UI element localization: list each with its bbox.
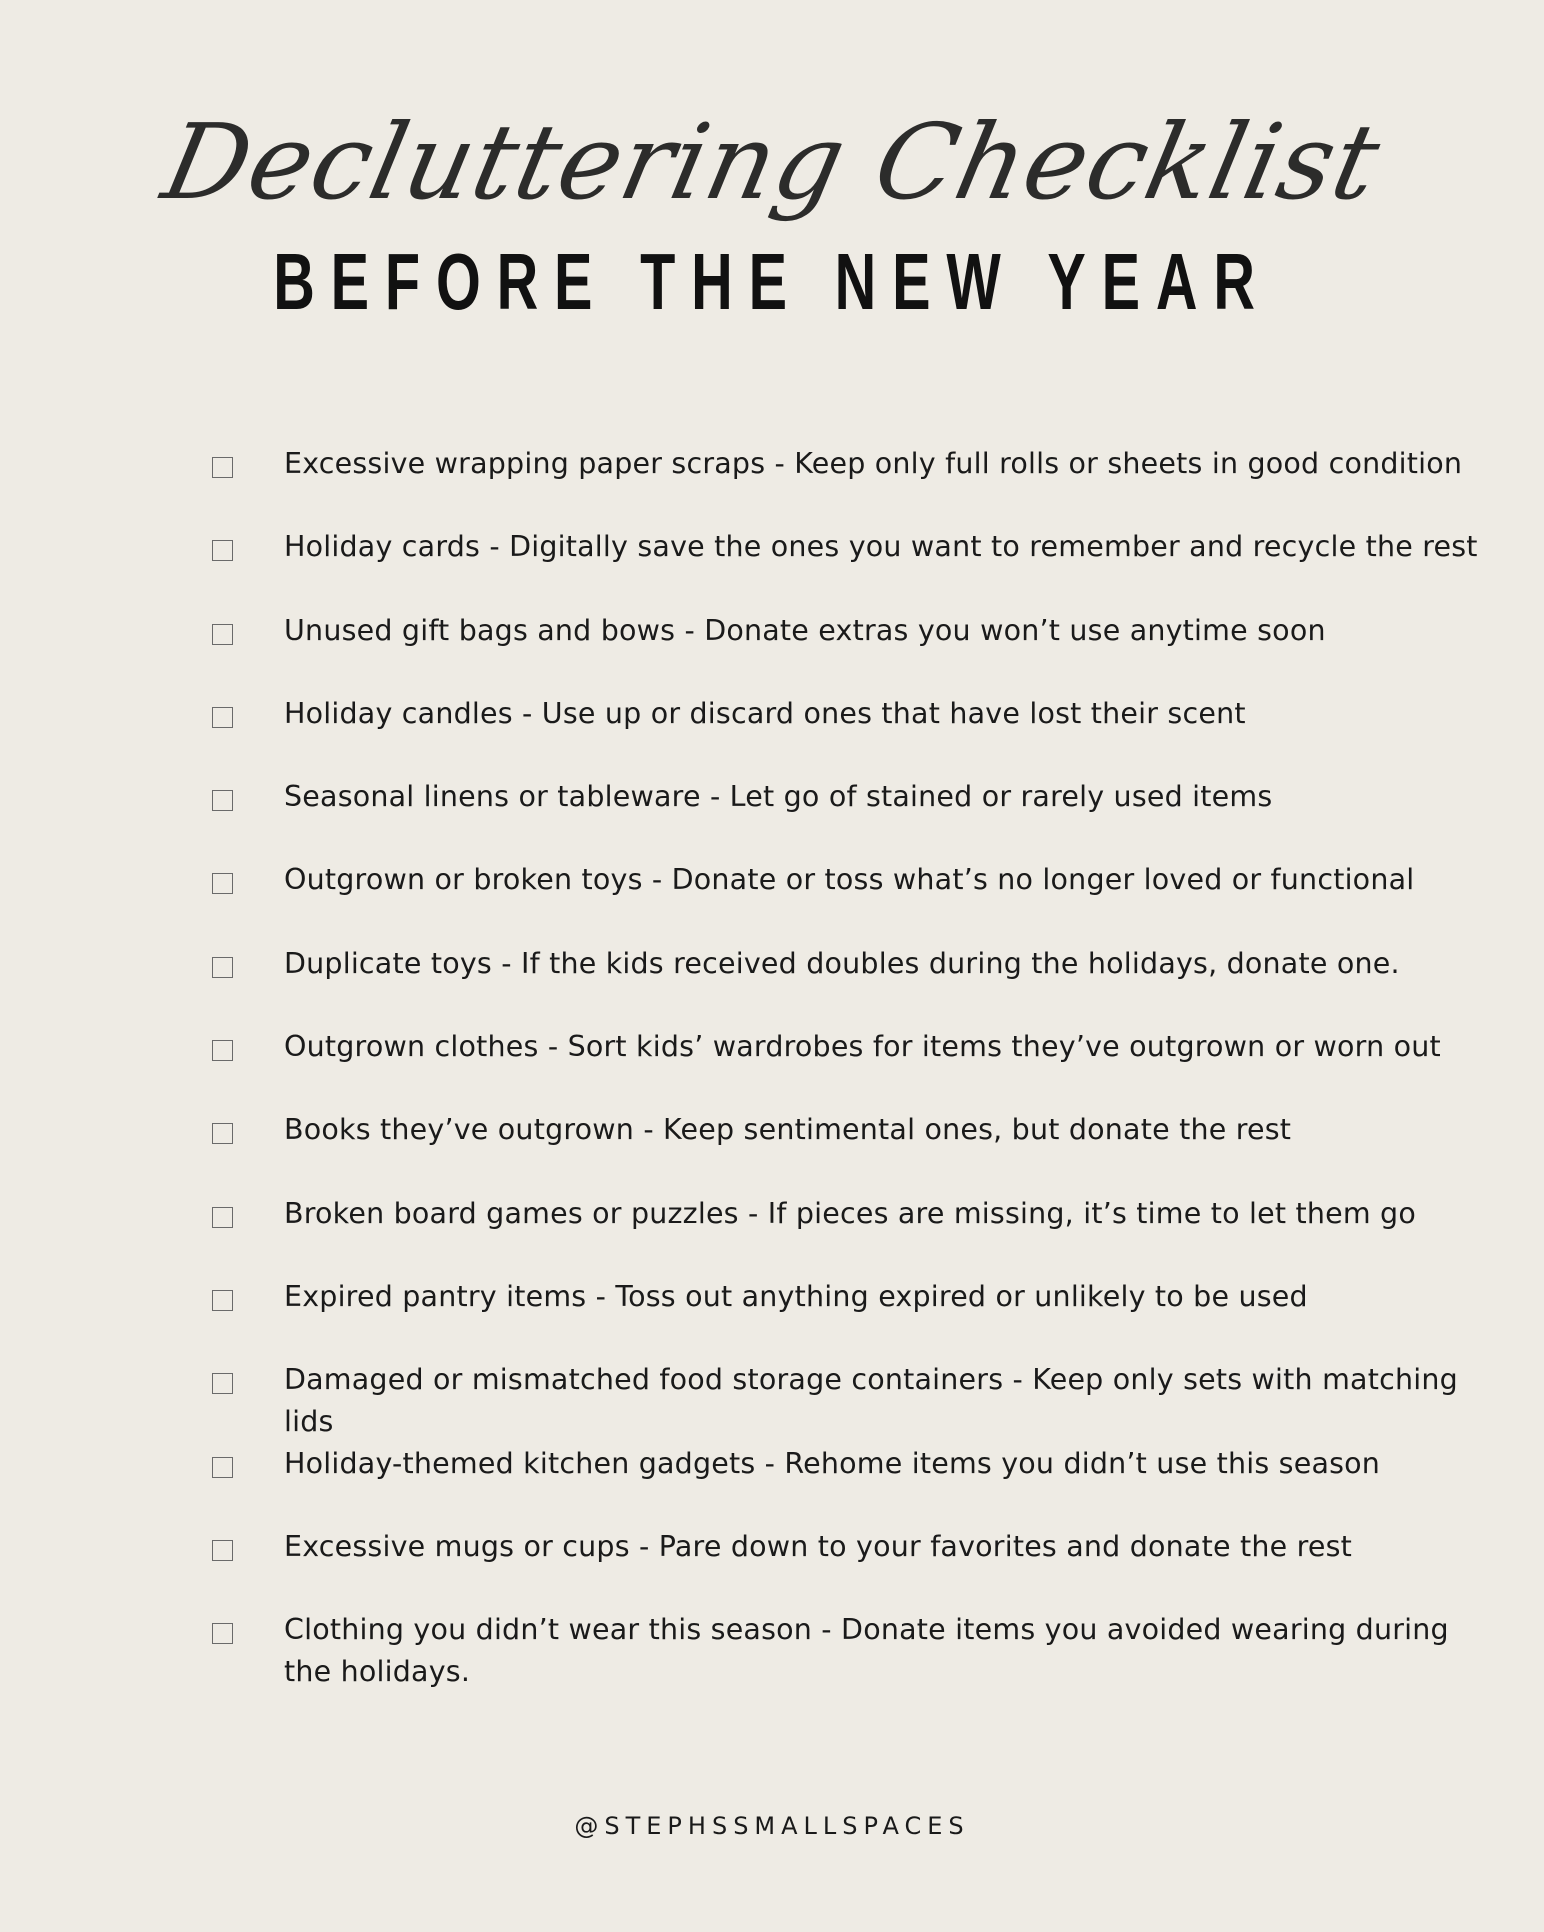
checklist-item xyxy=(0,1091,1544,1174)
checkbox[interactable] xyxy=(212,1373,233,1394)
social-handle: @STEPHSSMALLSPACES xyxy=(574,1812,970,1840)
checkbox[interactable] xyxy=(212,1623,233,1644)
checklist-item-text: Holiday cards - Digitally save the ones you want to remember and recycle the rest xyxy=(284,530,1478,564)
checklist-item xyxy=(0,1591,1544,1711)
checklist-item-text: Holiday-themed kitchen gadgets - Rehome items you didn’t use this season xyxy=(284,1446,1381,1480)
checkbox[interactable] xyxy=(212,707,233,728)
checklist-item xyxy=(0,425,1544,508)
checklist-item xyxy=(0,758,1544,841)
checkbox[interactable] xyxy=(212,957,233,978)
checklist-item xyxy=(0,1341,1544,1439)
checklist-item xyxy=(0,1258,1544,1341)
checkbox[interactable] xyxy=(212,1207,233,1228)
checklist-item-text: Seasonal linens or tableware - Let go of stained or rarely used items xyxy=(284,780,1273,814)
checkbox[interactable] xyxy=(212,1457,233,1478)
checkbox[interactable] xyxy=(212,1290,233,1311)
checkbox[interactable] xyxy=(212,790,233,811)
checklist-item xyxy=(0,675,1544,758)
checklist-item xyxy=(0,925,1544,1008)
checklist-item xyxy=(0,508,1544,591)
checklist-item-text: Books they’ve outgrown - Keep sentimental ones, but donate the rest xyxy=(284,1113,1292,1147)
checkbox[interactable] xyxy=(212,540,233,561)
checklist-item xyxy=(0,592,1544,675)
checklist-item-text: Expired pantry items - Toss out anything expired or unlikely to be used xyxy=(284,1279,1308,1313)
checkbox[interactable] xyxy=(212,457,233,478)
checklist-item-text: Unused gift bags and bows - Donate extras you won’t use anytime soon xyxy=(284,613,1326,647)
checklist-item-text: Holiday candles - Use up or discard ones that have lost their scent xyxy=(284,696,1246,730)
checklist-item-text: Excessive mugs or cups - Pare down to your favorites and donate the rest xyxy=(284,1529,1353,1563)
checklist-item xyxy=(0,841,1544,924)
checklist-item-text: Broken board games or puzzles - If pieces are missing, it’s time to let them go xyxy=(284,1196,1416,1230)
checkbox[interactable] xyxy=(212,873,233,894)
checklist-item xyxy=(0,1425,1544,1508)
checklist-item-text: Outgrown or broken toys - Donate or toss what’s no longer loved or functional xyxy=(284,863,1415,897)
checklist-item xyxy=(0,1008,1544,1091)
checkbox[interactable] xyxy=(212,1040,233,1061)
checklist-item xyxy=(0,1508,1544,1591)
checklist-item-text: Outgrown clothes - Sort kids’ wardrobes for items they’ve outgrown or worn out xyxy=(284,1030,1441,1064)
checklist-item-text: Damaged or mismatched food storage containers - Keep only sets with matching lids xyxy=(284,1363,1458,1439)
header xyxy=(0,101,1544,330)
checkbox[interactable] xyxy=(212,1123,233,1144)
script-title: Decluttering Checklist xyxy=(153,101,1391,223)
checklist-item-text: Duplicate toys - If the kids received doubles during the holidays, donate one. xyxy=(284,946,1400,980)
checklist-item-text: Clothing you didn’t wear this season - Donate items you avoided wearing during the holidays. xyxy=(284,1613,1449,1689)
checklist-item-text: Excessive wrapping paper scraps - Keep only full rolls or sheets in good condition xyxy=(284,447,1463,480)
checklist xyxy=(0,425,1544,1711)
checkbox[interactable] xyxy=(212,1540,233,1561)
checklist-item xyxy=(0,1175,1544,1258)
subtitle: BEFORE THE NEW YEAR xyxy=(273,237,1271,326)
checkbox[interactable] xyxy=(212,624,233,645)
